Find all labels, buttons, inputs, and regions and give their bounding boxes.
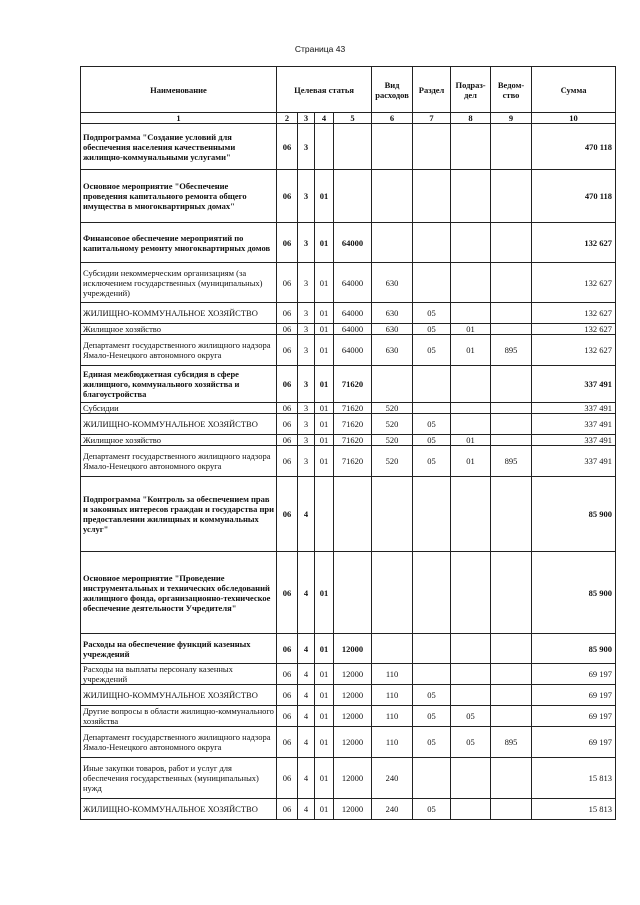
table-row	[81, 335, 616, 366]
table-cell-target-direction: 12000	[334, 685, 372, 706]
table-cell-target-event: 01	[315, 414, 334, 435]
table-cell-podrazdel	[451, 223, 491, 263]
table-cell-target-subprogram: 4	[298, 706, 315, 727]
col-number: 10	[532, 113, 616, 124]
table-cell-target-subprogram: 3	[298, 124, 315, 170]
table-cell-vedomstvo	[491, 552, 532, 634]
header-razdel: Раздел	[413, 67, 451, 113]
table-cell-razdel: 05	[413, 799, 451, 820]
table-cell-target-subprogram: 4	[298, 634, 315, 664]
table-cell-razdel	[413, 477, 451, 552]
table-cell-target-event: 01	[315, 366, 334, 403]
table-cell-podrazdel	[451, 634, 491, 664]
table-cell-target-program: 06	[277, 170, 298, 223]
table-cell-vedomstvo: 895	[491, 727, 532, 758]
col-number: 3	[298, 113, 315, 124]
table-cell-sum: 132 627	[532, 303, 616, 324]
header-name: Наименование	[81, 67, 277, 113]
table-row	[81, 727, 616, 758]
table-cell-vid: 520	[372, 435, 413, 446]
table-cell-target-event: 01	[315, 435, 334, 446]
table-cell-vid: 110	[372, 706, 413, 727]
table-cell-sum: 85 900	[532, 552, 616, 634]
table-cell-razdel	[413, 664, 451, 685]
col-number: 5	[334, 113, 372, 124]
table-cell-razdel	[413, 758, 451, 799]
table-cell-vid	[372, 634, 413, 664]
table-cell-razdel: 05	[413, 446, 451, 477]
table-cell-name: Субсидии	[81, 403, 277, 414]
table-cell-target-event: 01	[315, 223, 334, 263]
table-cell-name: ЖИЛИЩНО-КОММУНАЛЬНОЕ ХОЗЯЙСТВО	[81, 799, 277, 820]
table-cell-sum: 132 627	[532, 335, 616, 366]
table-cell-razdel: 05	[413, 324, 451, 335]
table-cell-sum: 132 627	[532, 223, 616, 263]
table-cell-sum: 69 197	[532, 727, 616, 758]
table-cell-name: Основное мероприятие "Обеспечение проведения капитального ремонта общего имущества в многоквартирных домах"	[81, 170, 277, 223]
table-cell-vedomstvo	[491, 403, 532, 414]
table-cell-podrazdel: 01	[451, 446, 491, 477]
col-number: 4	[315, 113, 334, 124]
col-number: 2	[277, 113, 298, 124]
table-cell-target-program: 06	[277, 414, 298, 435]
table-cell-target-direction: 12000	[334, 634, 372, 664]
table-row	[81, 303, 616, 324]
table-cell-vid: 630	[372, 303, 413, 324]
table-cell-podrazdel	[451, 403, 491, 414]
col-number: 7	[413, 113, 451, 124]
table-cell-vedomstvo	[491, 685, 532, 706]
table-cell-target-direction: 12000	[334, 758, 372, 799]
table-cell-target-direction: 64000	[334, 263, 372, 303]
table-cell-vid: 630	[372, 324, 413, 335]
table-cell-target-event: 01	[315, 685, 334, 706]
table-row	[81, 706, 616, 727]
col-number: 1	[81, 113, 277, 124]
header-vedomstvo: Ведом-ство	[491, 67, 532, 113]
table-cell-name: ЖИЛИЩНО-КОММУНАЛЬНОЕ ХОЗЯЙСТВО	[81, 303, 277, 324]
table-cell-podrazdel	[451, 664, 491, 685]
budget-table	[80, 66, 616, 820]
table-cell-podrazdel: 01	[451, 335, 491, 366]
table-cell-podrazdel	[451, 124, 491, 170]
table-cell-target-direction: 64000	[334, 335, 372, 366]
table-cell-target-program: 06	[277, 223, 298, 263]
table-cell-vid	[372, 223, 413, 263]
table-cell-target-program: 06	[277, 366, 298, 403]
table-cell-sum: 337 491	[532, 366, 616, 403]
table-cell-name: Основное мероприятие "Проведение инструментальных и технических обследований жилищного фонда, организационно-техническое обеспечение деятельности Учредителя"	[81, 552, 277, 634]
table-cell-target-direction: 12000	[334, 799, 372, 820]
table-cell-vedomstvo	[491, 435, 532, 446]
table-cell-name: Финансовое обеспечение мероприятий по капитальному ремонту многоквартирных домов	[81, 223, 277, 263]
table-cell-vid: 520	[372, 414, 413, 435]
col-number: 6	[372, 113, 413, 124]
table-cell-target-program: 06	[277, 706, 298, 727]
table-cell-target-direction: 71620	[334, 446, 372, 477]
table-cell-vedomstvo	[491, 223, 532, 263]
column-number-row	[81, 113, 616, 124]
table-cell-target-program: 06	[277, 124, 298, 170]
table-cell-vid	[372, 477, 413, 552]
table-row	[81, 634, 616, 664]
table-cell-sum: 15 813	[532, 799, 616, 820]
table-cell-target-subprogram: 3	[298, 446, 315, 477]
header-target: Целевая статья	[277, 67, 372, 113]
table-cell-target-subprogram: 3	[298, 303, 315, 324]
table-cell-target-direction	[334, 552, 372, 634]
table-cell-sum: 337 491	[532, 435, 616, 446]
table-row	[81, 403, 616, 414]
table-cell-target-event: 01	[315, 799, 334, 820]
table-row	[81, 366, 616, 403]
table-cell-target-program: 06	[277, 303, 298, 324]
table-cell-name: ЖИЛИЩНО-КОММУНАЛЬНОЕ ХОЗЯЙСТВО	[81, 414, 277, 435]
table-row	[81, 664, 616, 685]
table-cell-vedomstvo	[491, 263, 532, 303]
table-cell-name: Жилищное хозяйство	[81, 324, 277, 335]
table-cell-vedomstvo	[491, 414, 532, 435]
table-cell-vid: 520	[372, 446, 413, 477]
header-row	[81, 67, 616, 113]
table-cell-target-direction: 64000	[334, 223, 372, 263]
table-cell-vedomstvo	[491, 170, 532, 223]
table-cell-sum: 85 900	[532, 477, 616, 552]
table-cell-podrazdel: 05	[451, 727, 491, 758]
table-cell-sum: 470 118	[532, 170, 616, 223]
table-cell-name: Подпрограмма "Создание условий для обеспечения населения качественными жилищно-коммунальными услугами"	[81, 124, 277, 170]
table-cell-target-program: 06	[277, 403, 298, 414]
table-cell-name: Иные закупки товаров, работ и услуг для обеспечения государственных (муниципальных) нужд	[81, 758, 277, 799]
table-cell-razdel	[413, 124, 451, 170]
table-cell-razdel: 05	[413, 706, 451, 727]
table-cell-vid: 240	[372, 799, 413, 820]
table-cell-target-program: 06	[277, 685, 298, 706]
table-cell-podrazdel	[451, 170, 491, 223]
table-cell-target-program: 06	[277, 727, 298, 758]
table-cell-sum: 69 197	[532, 664, 616, 685]
table-cell-podrazdel	[451, 799, 491, 820]
table-cell-target-event: 01	[315, 324, 334, 335]
table-cell-target-direction: 71620	[334, 366, 372, 403]
table-cell-razdel: 05	[413, 303, 451, 324]
table-cell-razdel: 05	[413, 685, 451, 706]
table-cell-name: Жилищное хозяйство	[81, 435, 277, 446]
table-cell-target-direction: 12000	[334, 727, 372, 758]
table-cell-target-event: 01	[315, 335, 334, 366]
table-cell-podrazdel	[451, 758, 491, 799]
table-cell-podrazdel	[451, 414, 491, 435]
table-cell-target-event: 01	[315, 263, 334, 303]
table-cell-vid: 110	[372, 685, 413, 706]
table-cell-name: Расходы на выплаты персоналу казенных учреждений	[81, 664, 277, 685]
table-cell-vedomstvo	[491, 303, 532, 324]
table-cell-podrazdel	[451, 685, 491, 706]
table-cell-target-program: 06	[277, 634, 298, 664]
table-cell-target-event	[315, 124, 334, 170]
table-cell-sum: 337 491	[532, 414, 616, 435]
table-cell-vid: 520	[372, 403, 413, 414]
table-row	[81, 758, 616, 799]
table-cell-razdel	[413, 403, 451, 414]
table-cell-target-subprogram: 3	[298, 403, 315, 414]
table-cell-target-event: 01	[315, 634, 334, 664]
table-cell-target-event: 01	[315, 446, 334, 477]
table-cell-vid: 630	[372, 335, 413, 366]
table-cell-target-program: 06	[277, 799, 298, 820]
col-number: 8	[451, 113, 491, 124]
table-cell-target-event: 01	[315, 706, 334, 727]
table-cell-vedomstvo	[491, 324, 532, 335]
table-cell-target-program: 06	[277, 335, 298, 366]
table-row	[81, 435, 616, 446]
table-cell-target-subprogram: 3	[298, 263, 315, 303]
table-cell-target-subprogram: 4	[298, 685, 315, 706]
table-cell-target-event: 01	[315, 403, 334, 414]
table-cell-vedomstvo: 895	[491, 335, 532, 366]
table-cell-name: ЖИЛИЩНО-КОММУНАЛЬНОЕ ХОЗЯЙСТВО	[81, 685, 277, 706]
page-number: Страница 43	[294, 44, 346, 54]
table-row	[81, 414, 616, 435]
table-cell-target-event: 01	[315, 727, 334, 758]
table-cell-razdel	[413, 634, 451, 664]
table-cell-target-subprogram: 3	[298, 435, 315, 446]
col-number: 9	[491, 113, 532, 124]
table-cell-vid: 110	[372, 664, 413, 685]
table-cell-razdel	[413, 263, 451, 303]
table-cell-sum: 85 900	[532, 634, 616, 664]
table-cell-razdel: 05	[413, 335, 451, 366]
table-cell-target-direction: 71620	[334, 414, 372, 435]
table-cell-podrazdel	[451, 303, 491, 324]
table-cell-sum: 132 627	[532, 324, 616, 335]
table-cell-target-subprogram: 3	[298, 170, 315, 223]
table-cell-name: Департамент государственного жилищного надзора Ямало-Ненецкого автономного округа	[81, 335, 277, 366]
table-cell-target-direction: 12000	[334, 664, 372, 685]
table-cell-sum: 132 627	[532, 263, 616, 303]
table-cell-vedomstvo	[491, 124, 532, 170]
table-cell-target-subprogram: 3	[298, 324, 315, 335]
table-cell-razdel: 05	[413, 435, 451, 446]
table-cell-target-program: 06	[277, 435, 298, 446]
table-cell-target-subprogram: 4	[298, 552, 315, 634]
table-cell-razdel	[413, 223, 451, 263]
table-row	[81, 799, 616, 820]
table-cell-sum: 15 813	[532, 758, 616, 799]
table-cell-podrazdel	[451, 477, 491, 552]
table-cell-target-program: 06	[277, 446, 298, 477]
table-cell-target-subprogram: 4	[298, 727, 315, 758]
table-row	[81, 446, 616, 477]
table-cell-razdel: 05	[413, 414, 451, 435]
table-row	[81, 685, 616, 706]
table-cell-target-subprogram: 3	[298, 335, 315, 366]
table-cell-target-subprogram: 3	[298, 414, 315, 435]
table-cell-target-program: 06	[277, 758, 298, 799]
table-cell-podrazdel	[451, 552, 491, 634]
table-cell-target-subprogram: 3	[298, 223, 315, 263]
table-cell-sum: 337 491	[532, 446, 616, 477]
table-cell-target-subprogram: 4	[298, 799, 315, 820]
table-cell-name: Подпрограмма "Контроль за обеспечением прав и законных интересов граждан и государства при предоставлении жилищных и коммунальных услуг"	[81, 477, 277, 552]
table-cell-vid	[372, 170, 413, 223]
table-cell-podrazdel: 01	[451, 435, 491, 446]
table-cell-target-event: 01	[315, 664, 334, 685]
table-cell-sum: 337 491	[532, 403, 616, 414]
table-row	[81, 477, 616, 552]
table-cell-vid	[372, 124, 413, 170]
table-cell-vedomstvo	[491, 366, 532, 403]
table-cell-vedomstvo: 895	[491, 446, 532, 477]
table-cell-vid: 630	[372, 263, 413, 303]
table-cell-target-event: 01	[315, 552, 334, 634]
table-cell-razdel	[413, 366, 451, 403]
table-cell-target-subprogram: 4	[298, 758, 315, 799]
table-cell-vedomstvo	[491, 477, 532, 552]
table-cell-name: Департамент государственного жилищного надзора Ямало-Ненецкого автономного округа	[81, 727, 277, 758]
table-cell-vedomstvo	[491, 634, 532, 664]
table-row	[81, 124, 616, 170]
header-summa: Сумма	[532, 67, 616, 113]
table-cell-vid	[372, 552, 413, 634]
table-cell-razdel	[413, 552, 451, 634]
table-cell-vedomstvo	[491, 758, 532, 799]
header-podrazdel: Подраз-дел	[451, 67, 491, 113]
table-cell-target-subprogram: 3	[298, 366, 315, 403]
table-cell-target-event: 01	[315, 303, 334, 324]
table-cell-name: Единая межбюджетная субсидия в сфере жилищного, коммунального хозяйства и благоустройства	[81, 366, 277, 403]
table-row	[81, 170, 616, 223]
table-cell-target-subprogram: 4	[298, 664, 315, 685]
table-cell-target-direction: 64000	[334, 303, 372, 324]
table-cell-target-event: 01	[315, 170, 334, 223]
table-cell-vid: 110	[372, 727, 413, 758]
table-row	[81, 552, 616, 634]
table-cell-target-direction	[334, 124, 372, 170]
header-vid: Вид расходов	[372, 67, 413, 113]
table-cell-name: Субсидии некоммерческим организациям (за исключением государственных (муниципальных) учреждений)	[81, 263, 277, 303]
table-cell-name: Расходы на обеспечение функций казенных учреждений	[81, 634, 277, 664]
table-cell-vid: 240	[372, 758, 413, 799]
table-cell-target-program: 06	[277, 664, 298, 685]
table-cell-target-program: 06	[277, 552, 298, 634]
table-cell-sum: 69 197	[532, 706, 616, 727]
table-cell-podrazdel: 05	[451, 706, 491, 727]
table-cell-sum: 470 118	[532, 124, 616, 170]
table-cell-target-event	[315, 477, 334, 552]
table-cell-razdel: 05	[413, 727, 451, 758]
table-cell-podrazdel	[451, 366, 491, 403]
table-cell-target-direction: 12000	[334, 706, 372, 727]
table-cell-target-program: 06	[277, 263, 298, 303]
table-cell-vedomstvo	[491, 799, 532, 820]
table-cell-name: Департамент государственного жилищного надзора Ямало-Ненецкого автономного округа	[81, 446, 277, 477]
table-cell-vedomstvo	[491, 664, 532, 685]
table-cell-target-direction	[334, 170, 372, 223]
table-cell-target-program: 06	[277, 477, 298, 552]
table-cell-podrazdel	[451, 263, 491, 303]
table-cell-target-subprogram: 4	[298, 477, 315, 552]
table-cell-target-direction: 64000	[334, 324, 372, 335]
table-cell-target-program: 06	[277, 324, 298, 335]
table-cell-vid	[372, 366, 413, 403]
table-cell-target-event: 01	[315, 758, 334, 799]
table-row	[81, 324, 616, 335]
table-cell-razdel	[413, 170, 451, 223]
table-row	[81, 223, 616, 263]
table-cell-target-direction: 71620	[334, 435, 372, 446]
table-cell-vedomstvo	[491, 706, 532, 727]
table-cell-podrazdel: 01	[451, 324, 491, 335]
table-cell-sum: 69 197	[532, 685, 616, 706]
table-row	[81, 263, 616, 303]
table-cell-target-direction	[334, 477, 372, 552]
table-cell-target-direction: 71620	[334, 403, 372, 414]
table-cell-name: Другие вопросы в области жилищно-коммунального хозяйства	[81, 706, 277, 727]
